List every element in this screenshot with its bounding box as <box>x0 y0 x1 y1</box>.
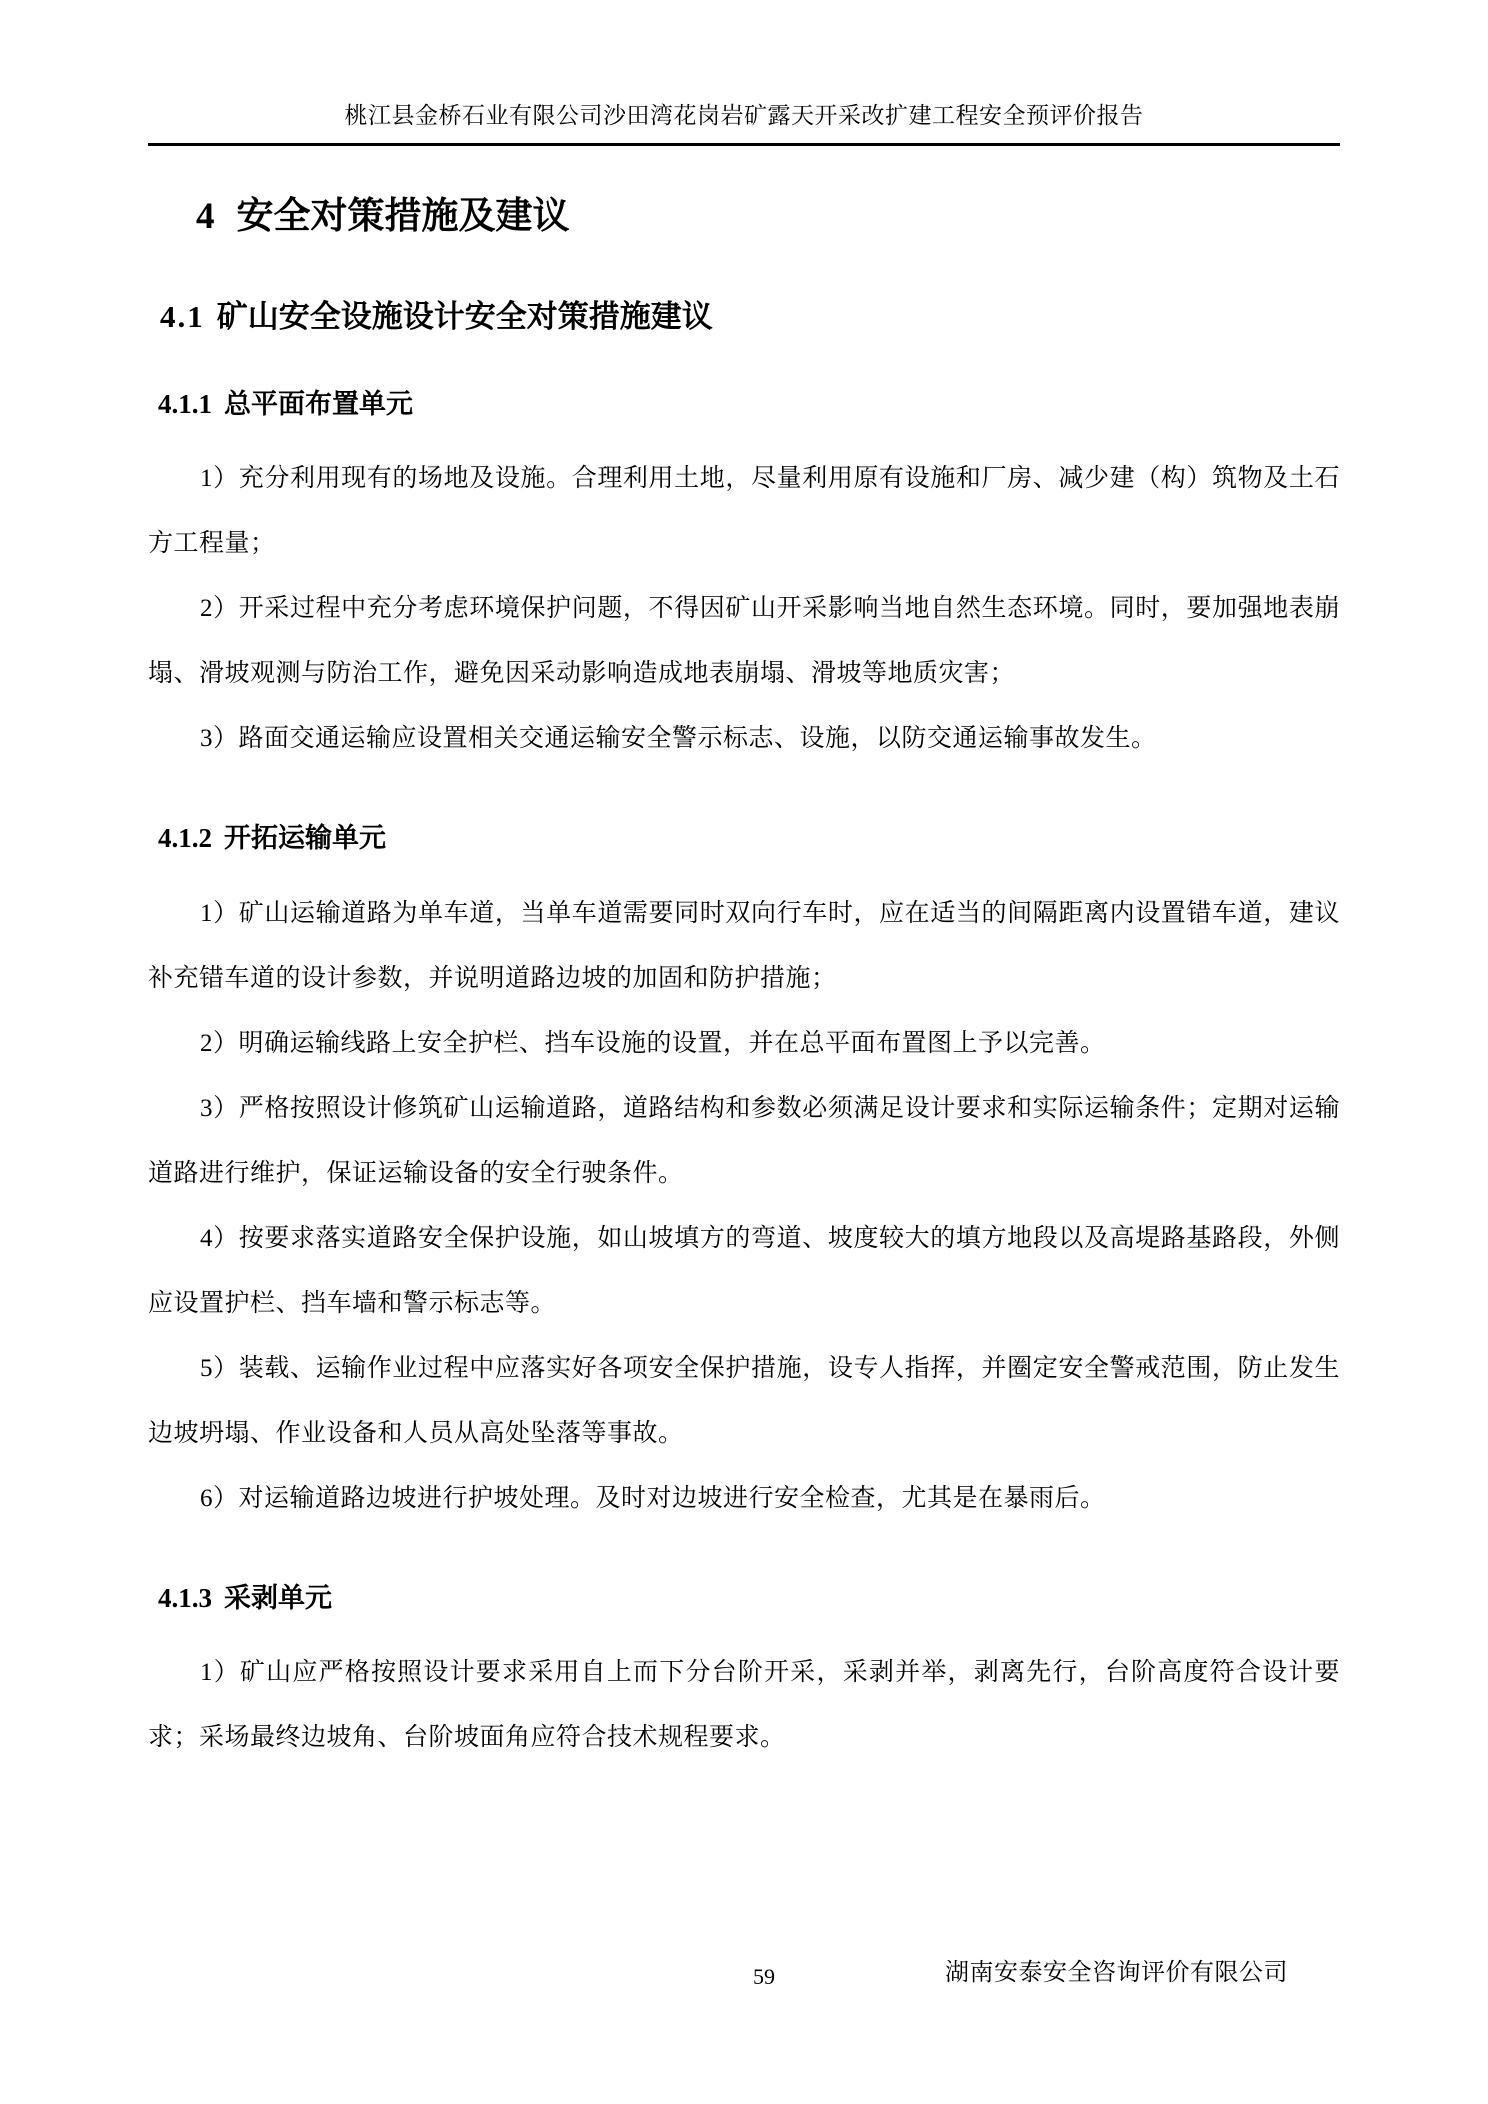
section-4-1-1-heading <box>158 387 1340 422</box>
chapter-title: 安全对策措施及建议 <box>236 195 570 236</box>
page-footer <box>148 1948 1340 1994</box>
section-4-1-2-title: 开拓运输单元 <box>224 823 386 854</box>
section-4-1-2-heading <box>158 821 1340 856</box>
section-4-1-heading <box>160 297 1340 337</box>
section-4-1-3-title: 采剥单元 <box>224 1582 332 1613</box>
section-4-1-1-title: 总平面布置单元 <box>224 389 413 420</box>
chapter-number: 4 <box>196 196 215 237</box>
paragraph-4-1-1-item-1: 1）充分利用现有的场地及设施。合理利用土地，尽量利用原有设施和厂房、减少建（构）筑物及土石方工程量； <box>148 465 1340 558</box>
paragraph-4-1-2-item-2: 2）明确运输线路上安全护栏、挡车设施的设置，并在总平面布置图上予以完善。 <box>200 1029 1106 1057</box>
section-4-1-number: 4.1 <box>160 299 205 335</box>
section-4-1-3-heading <box>158 1581 1340 1616</box>
section-4-1-title: 矿山安全设施设计安全对策措施建议 <box>216 299 713 335</box>
footer-company: 湖南安泰安全咨询评价有限公司 <box>945 1960 1288 1986</box>
page-header: 桃江县金桥石业有限公司沙田湾花岗岩矿露天开采改扩建工程安全预评价报告 <box>148 0 1340 146</box>
section-4-1-2-number: 4.1.2 <box>158 823 212 854</box>
paragraph-4-1-2-item-1: 1）矿山运输道路为单车道，当单车道需要同时双向行车时，应在适当的间隔距离内设置错车道，建议补充错车道的设计参数，并说明道路边坡的加固和防护措施； <box>148 899 1340 992</box>
section-4-1-1-number: 4.1.1 <box>158 389 212 420</box>
paragraph-4-1-2-item-3: 3）严格按照设计修筑矿山运输道路，道路结构和参数必须满足设计要求和实际运输条件；定期对运输道路进行维护，保证运输设备的安全行驶条件。 <box>148 1094 1340 1187</box>
section-4-1-3-number: 4.1.3 <box>158 1582 212 1613</box>
paragraph-4-1-2-item-5: 5）装载、运输作业过程中应落实好各项安全保护措施，设专人指挥，并圈定安全警戒范围，防止发生边坡坍塌、作业设备和人员从高处坠落等事故。 <box>148 1354 1340 1447</box>
page-number: 59 <box>753 1964 775 1989</box>
paragraph-4-1-2-item-4: 4）按要求落实道路安全保护设施，如山坡填方的弯道、坡度较大的填方地段以及高堤路基路段，外侧应设置护栏、挡车墙和警示标志等。 <box>148 1224 1340 1317</box>
paragraph-4-1-3-item-1: 1）矿山应严格按照设计要求采用自上而下分台阶开采，采剥并举，剥离先行，台阶高度符合设计要求；采场最终边坡角、台阶坡面角应符合技术规程要求。 <box>148 1658 1340 1751</box>
paragraph-4-1-1-item-3: 3）路面交通运输应设置相关交通运输安全警示标志、设施，以防交通运输事故发生。 <box>200 725 1157 753</box>
chapter-heading <box>196 192 1340 241</box>
paragraph-4-1-1-item-2: 2）开采过程中充分考虑环境保护问题，不得因矿山开采影响当地自然生态环境。同时，要加强地表崩塌、滑坡观测与防治工作，避免因采动影响造成地表崩塌、滑坡等地质灾害； <box>148 595 1340 688</box>
paragraph-4-1-2-item-6: 6）对运输道路边坡进行护坡处理。及时对边坡进行安全检查，尤其是在暴雨后。 <box>200 1484 1106 1512</box>
